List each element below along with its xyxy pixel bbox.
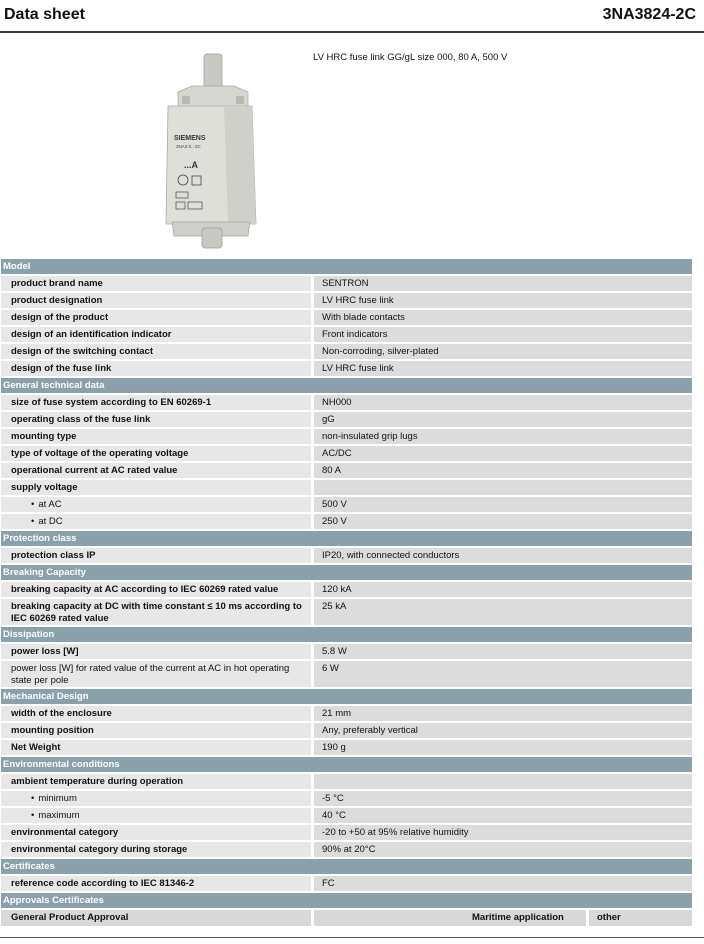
spec-label (1, 825, 314, 842)
section-title: General technical data (1, 378, 692, 395)
spec-label-text: at AC (38, 499, 62, 510)
spec-value: 25 kA (314, 599, 692, 627)
spec-label-text: supply voltage (11, 482, 78, 493)
spec-label (1, 644, 314, 661)
spec-row (1, 293, 692, 310)
spec-label-text: operating class of the fuse link (11, 414, 151, 425)
spec-label (1, 791, 314, 808)
footer-divider (0, 937, 704, 938)
spec-row (1, 644, 692, 661)
section-header (1, 259, 692, 276)
spec-label-text: product designation (11, 295, 103, 306)
approvals-general-cell (1, 910, 314, 926)
spec-label (1, 599, 314, 627)
spec-row (1, 344, 692, 361)
spec-label (1, 293, 314, 310)
spec-label (1, 395, 314, 412)
spec-label-text: power loss [W] (11, 646, 79, 657)
spec-row (1, 825, 692, 842)
spec-row (1, 599, 692, 627)
spec-label (1, 548, 314, 565)
spec-label-text: width of the enclosure (11, 708, 112, 719)
spec-value: 90% at 20°C (314, 842, 692, 859)
spec-row (1, 706, 692, 723)
image-brand-text: SIEMENS (174, 135, 206, 142)
spec-value (314, 774, 692, 791)
spec-label (1, 361, 314, 378)
section-header (1, 689, 692, 706)
spec-label (1, 706, 314, 723)
spec-label-text: design of the product (11, 312, 109, 323)
section-header (1, 893, 692, 910)
spec-row (1, 395, 692, 412)
spec-label-text: power loss [W] for rated value of the current at AC in hot operating state per pole (11, 663, 290, 686)
spec-label (1, 276, 314, 293)
section-header (1, 565, 692, 582)
spec-label (1, 774, 314, 791)
spec-value: LV HRC fuse link (314, 361, 692, 378)
bullet-icon: • (31, 499, 35, 510)
spec-label-text: type of voltage of the operating voltage (11, 448, 189, 459)
spec-label (1, 661, 314, 689)
spec-value: 6 W (314, 661, 692, 689)
spec-label (1, 463, 314, 480)
spec-row (1, 446, 692, 463)
approvals-right-cell (314, 910, 692, 926)
spec-label (1, 876, 314, 893)
section-header (1, 757, 692, 774)
spec-value: 120 kA (314, 582, 692, 599)
bullet-icon: • (31, 810, 35, 821)
spec-value: -5 °C (314, 791, 692, 808)
spec-label-text: ambient temperature during operation (11, 776, 184, 787)
spec-row (1, 429, 692, 446)
spec-value: IP20, with connected conductors (314, 548, 692, 565)
spec-label (1, 723, 314, 740)
product-image (162, 52, 258, 250)
section-title: Approvals Certificates (1, 893, 692, 910)
spec-row (1, 774, 692, 791)
spec-value: non-insulated grip lugs (314, 429, 692, 446)
spec-label-text: protection class IP (11, 550, 96, 561)
spec-value: 80 A (314, 463, 692, 480)
section-title: Environmental conditions (1, 757, 692, 774)
spec-label (1, 310, 314, 327)
spec-label (1, 497, 314, 514)
page-header (0, 0, 704, 34)
spec-label (1, 327, 314, 344)
spec-row (1, 412, 692, 429)
spec-value: Front indicators (314, 327, 692, 344)
spec-value: 250 V (314, 514, 692, 531)
approvals-other: other (586, 910, 621, 926)
spec-label (1, 412, 314, 429)
product-description: LV HRC fuse link GG/gL size 000, 80 A, 500 V (313, 52, 508, 63)
spec-label-text: design of an identification indicator (11, 329, 172, 340)
spec-label-text: product brand name (11, 278, 103, 289)
spec-value: FC (314, 876, 692, 893)
spec-label-text: size of fuse system according to EN 60269-1 (11, 397, 212, 408)
bullet-icon: • (31, 516, 35, 527)
order-number: 3NA3824-2C (602, 6, 696, 23)
spec-value: Non-corroding, silver-plated (314, 344, 692, 361)
spec-label (1, 842, 314, 859)
spec-value: 500 V (314, 497, 692, 514)
spec-label-text: reference code according to IEC 81346-2 (11, 878, 195, 889)
spec-value: 190 g (314, 740, 692, 757)
spec-row (1, 361, 692, 378)
spec-label (1, 582, 314, 599)
spec-label-text: environmental category during storage (11, 844, 188, 855)
spec-value: NH000 (314, 395, 692, 412)
spec-label (1, 514, 314, 531)
spec-value: 40 °C (314, 808, 692, 825)
approvals-row (1, 910, 692, 926)
header-divider (0, 31, 704, 33)
image-rating-text: ...A (184, 160, 199, 170)
spec-row (1, 327, 692, 344)
spec-value: gG (314, 412, 692, 429)
spec-row (1, 876, 692, 893)
section-header (1, 859, 692, 876)
section-title: Certificates (1, 859, 692, 876)
page-title: Data sheet (4, 6, 85, 23)
spec-label (1, 446, 314, 463)
spec-row (1, 480, 692, 497)
spec-row (1, 723, 692, 740)
spec-label (1, 808, 314, 825)
spec-label-text: design of the fuse link (11, 363, 112, 374)
spec-value: SENTRON (314, 276, 692, 293)
spec-table (1, 259, 692, 926)
spec-value: With blade contacts (314, 310, 692, 327)
image-code-text: 3NA3 8..-2C (176, 144, 201, 149)
spec-row (1, 548, 692, 565)
spec-value (314, 480, 692, 497)
spec-value: LV HRC fuse link (314, 293, 692, 310)
spec-row (1, 310, 692, 327)
spec-row (1, 842, 692, 859)
spec-label-text: mounting type (11, 431, 77, 442)
spec-row (1, 463, 692, 480)
spec-label (1, 480, 314, 497)
spec-row (1, 276, 692, 293)
spec-label-text: maximum (38, 810, 80, 821)
spec-label-text: mounting position (11, 725, 94, 736)
spec-label (1, 429, 314, 446)
spec-label (1, 740, 314, 757)
spec-row (1, 808, 692, 825)
spec-label-text: at DC (38, 516, 63, 527)
spec-label-text: environmental category (11, 827, 119, 838)
spec-value: 21 mm (314, 706, 692, 723)
section-header (1, 378, 692, 395)
section-header (1, 531, 692, 548)
section-title: Model (1, 259, 692, 276)
section-title: Dissipation (1, 627, 692, 644)
spec-label-text: breaking capacity at AC according to IEC 60269 rated value (11, 584, 279, 595)
bullet-icon: • (31, 793, 35, 804)
spec-label-text: minimum (38, 793, 77, 804)
spec-value: -20 to +50 at 95% relative humidity (314, 825, 692, 842)
spec-value: Any, preferably vertical (314, 723, 692, 740)
spec-row (1, 661, 692, 689)
approvals-maritime: Maritime application (472, 912, 564, 923)
spec-row (1, 791, 692, 808)
spec-value: AC/DC (314, 446, 692, 463)
spec-label-text: design of the switching contact (11, 346, 153, 357)
spec-row (1, 582, 692, 599)
approvals-general: General Product Approval (11, 912, 129, 923)
section-title: Mechanical Design (1, 689, 692, 706)
section-header (1, 627, 692, 644)
spec-label-text: breaking capacity at DC with time constant ≤ 10 ms according to IEC 60269 rated value (11, 601, 302, 624)
spec-row (1, 740, 692, 757)
spec-row (1, 497, 692, 514)
spec-label-text: operational current at AC rated value (11, 465, 178, 476)
spec-label-text: Net Weight (11, 742, 61, 753)
section-title: Breaking Capacity (1, 565, 692, 582)
section-title: Protection class (1, 531, 692, 548)
spec-value: 5.8 W (314, 644, 692, 661)
spec-row (1, 514, 692, 531)
spec-label (1, 344, 314, 361)
